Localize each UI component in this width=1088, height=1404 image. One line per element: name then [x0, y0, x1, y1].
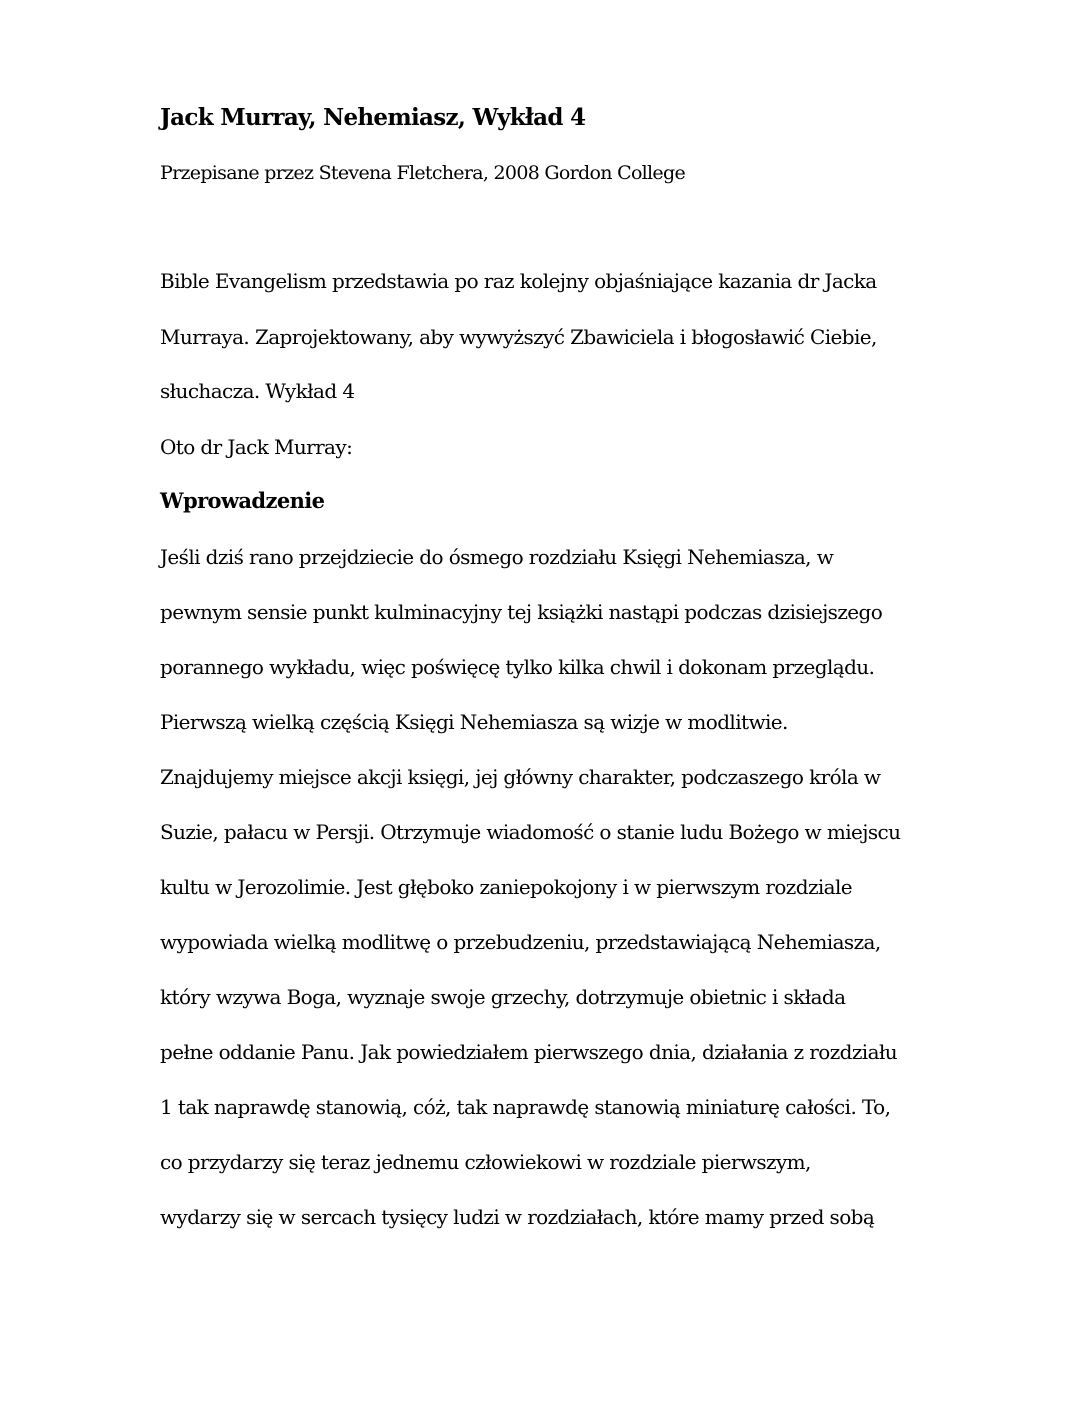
document-title: Jack Murray, Nehemiasz, Wykład 4	[160, 104, 586, 131]
body-line: porannego wykładu, więc poświęcę tylko kilka chwil i dokonam przeglądu.	[160, 655, 875, 679]
body-line: 1 tak naprawdę stanowią, cóż, tak naprawdę stanowią miniaturę całości. To,	[160, 1095, 891, 1119]
body-line: wypowiada wielką modlitwę o przebudzeniu, przedstawiającą Nehemiasza,	[160, 930, 881, 954]
body-line: który wzywa Boga, wyznaje swoje grzechy, dotrzymuje obietnic i składa	[160, 985, 846, 1009]
body-line: pewnym sensie punkt kulminacyjny tej książki nastąpi podczas dzisiejszego	[160, 600, 883, 624]
body-line: pełne oddanie Panu. Jak powiedziałem pierwszego dnia, działania z rozdziału	[160, 1040, 898, 1064]
body-line: Jeśli dziś rano przejdziecie do ósmego rozdziału Księgi Nehemiasza, w	[160, 545, 834, 569]
intro-line: Murraya. Zaprojektowany, aby wywyższyć Zbawiciela i błogosławić Ciebie,	[160, 325, 877, 349]
intro-line: Oto dr Jack Murray:	[160, 435, 353, 459]
body-line: Znajdujemy miejsce akcji księgi, jej główny charakter, podczaszego króla w	[160, 765, 881, 789]
body-line: Suzie, pałacu w Persji. Otrzymuje wiadomość o stanie ludu Bożego w miejscu	[160, 820, 901, 844]
body-line: kultu w Jerozolimie. Jest głęboko zaniepokojony i w pierwszym rozdziale	[160, 875, 853, 899]
intro-line: Bible Evangelism przedstawia po raz kolejny objaśniające kazania dr Jacka	[160, 269, 877, 293]
document-subtitle: Przepisane przez Stevena Fletchera, 2008 Gordon College	[160, 162, 685, 184]
intro-line: słuchacza. Wykład 4	[160, 379, 355, 403]
section-heading: Wprowadzenie	[160, 488, 325, 513]
body-line: Pierwszą wielką częścią Księgi Nehemiasza są wizje w modlitwie.	[160, 710, 788, 734]
body-line: wydarzy się w sercach tysięcy ludzi w rozdziałach, które mamy przed sobą	[160, 1205, 875, 1229]
body-line: co przydarzy się teraz jednemu człowiekowi w rozdziale pierwszym,	[160, 1150, 811, 1174]
